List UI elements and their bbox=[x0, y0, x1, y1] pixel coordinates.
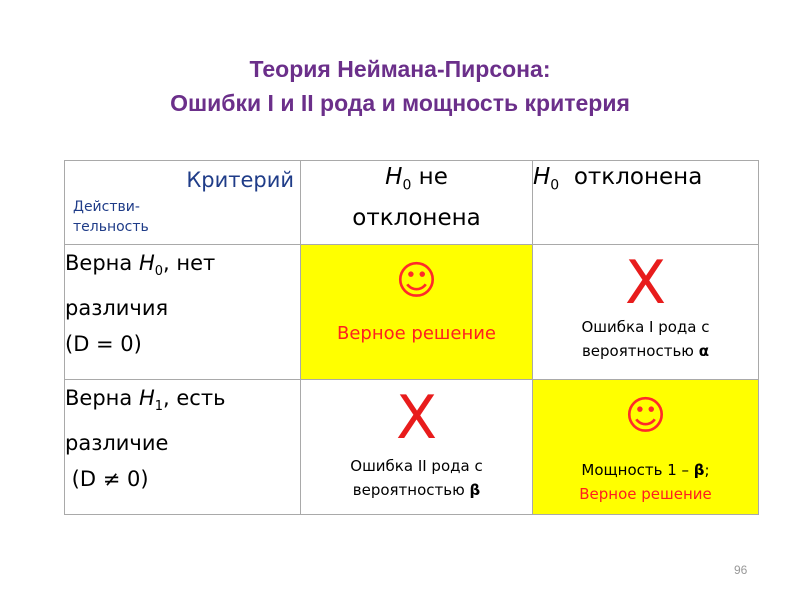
col1-text-2: отклонена bbox=[352, 204, 481, 231]
col1-h-symbol: H bbox=[385, 164, 403, 190]
correct-decision-label: Верное решение bbox=[336, 323, 496, 344]
col1-text-1: не bbox=[411, 164, 448, 190]
row1-pre: Верна bbox=[65, 251, 139, 275]
alpha-symbol: α bbox=[698, 342, 710, 360]
power-label bbox=[533, 458, 758, 506]
col2-text: отклонена bbox=[559, 164, 703, 190]
smiley-icon: ☺ bbox=[395, 258, 438, 304]
corner-reality-line-1: Действи- bbox=[73, 199, 140, 215]
row2-h-symbol: H bbox=[138, 386, 155, 410]
slide-title-line-2: Ошибки I и II рода и мощность критерия bbox=[170, 90, 630, 116]
slide-title-line-1: Теория Неймана-Пирсона: bbox=[249, 56, 551, 82]
col2-h-symbol: H bbox=[533, 164, 551, 190]
col-header-not-rejected bbox=[301, 161, 533, 245]
cell-power-correct-decision bbox=[533, 380, 759, 515]
smiley-icon: ☺ bbox=[624, 393, 667, 439]
power-correct-decision-label: Верное решение bbox=[579, 485, 712, 503]
power-beta-symbol: β bbox=[693, 461, 705, 479]
type-2-error-label bbox=[301, 454, 532, 502]
row1-line-3: (D = 0) bbox=[65, 332, 142, 357]
col-header-rejected bbox=[533, 161, 759, 245]
slide-title bbox=[0, 52, 800, 120]
cross-icon: X bbox=[624, 248, 667, 318]
corner-criterion-label: Критерий bbox=[186, 168, 294, 192]
row1-h-symbol: H bbox=[138, 251, 155, 275]
corner-cell bbox=[65, 161, 301, 245]
beta-symbol: β bbox=[469, 481, 481, 499]
corner-reality-label bbox=[73, 197, 149, 237]
type-2-error-line-2: вероятностью bbox=[352, 481, 470, 499]
power-semicolon: ; bbox=[704, 461, 710, 479]
row2-h-subscript: 1 bbox=[154, 399, 164, 415]
cell-correct-decision-1 bbox=[301, 245, 533, 380]
row-header-h0 bbox=[65, 245, 301, 380]
type-1-error-line-2: вероятностью bbox=[581, 342, 699, 360]
cell-type-1-error bbox=[533, 245, 759, 380]
corner-reality-line-2: тельность bbox=[73, 219, 149, 235]
page-number: 96 bbox=[734, 563, 748, 577]
row-header-h1 bbox=[65, 380, 301, 515]
type-2-error-line-1: Ошибка II рода с bbox=[350, 457, 483, 475]
row-h1-true bbox=[65, 380, 759, 515]
col1-h-subscript: 0 bbox=[402, 177, 412, 194]
row1-post: , нет bbox=[163, 251, 216, 275]
header-row bbox=[65, 161, 759, 245]
row-h0-true bbox=[65, 245, 759, 380]
decision-table bbox=[64, 160, 759, 515]
col2-h-subscript: 0 bbox=[550, 177, 560, 194]
row2-post: , есть bbox=[163, 386, 226, 410]
row2-line-2: различие bbox=[65, 431, 169, 456]
row2-pre: Верна bbox=[65, 386, 139, 410]
row1-line-2: различия bbox=[65, 296, 169, 321]
row1-h-subscript: 0 bbox=[154, 264, 164, 280]
row2-line-3: (D ≠ 0) bbox=[65, 467, 149, 492]
type-1-error-line-1: Ошибка I рода с bbox=[581, 318, 710, 336]
power-line-1: Мощность 1 – bbox=[581, 461, 694, 479]
cell-type-2-error bbox=[301, 380, 533, 515]
type-1-error-label bbox=[533, 315, 758, 363]
cross-icon: X bbox=[395, 383, 438, 453]
